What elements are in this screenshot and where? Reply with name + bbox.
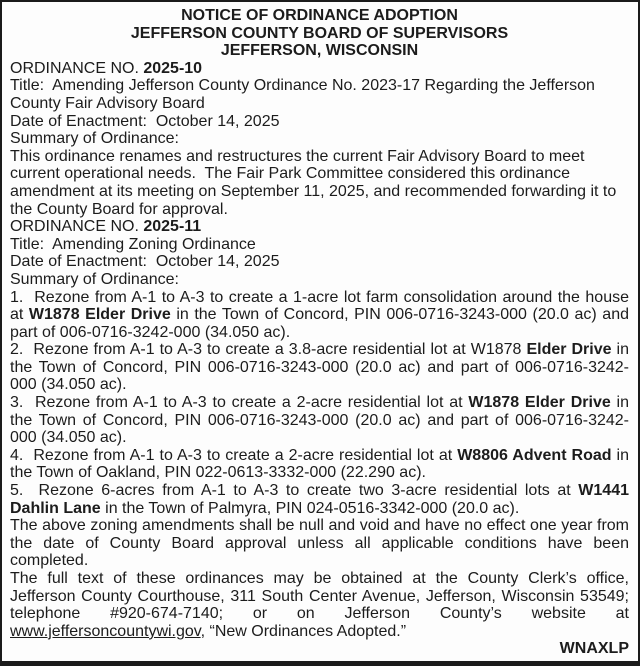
text-run: in the Town of Palmyra, PIN 024-0516-3342-000 (20.0 ac). — [100, 499, 520, 517]
ordinance-2-title — [10, 236, 629, 254]
text-run: 1. Rezone from A-1 to A-3 to create a 1-acre lot farm consolidation around the house at — [10, 288, 629, 324]
rezone-item-4 — [10, 447, 629, 482]
text-run: ORDINANCE NO. — [10, 59, 144, 77]
text-run: Title: Amending Jefferson County Ordinance No. 2023-17 Regarding the Jefferson County Fair Advisory Board — [10, 77, 595, 112]
emphasized-text: Elder Drive — [526, 341, 612, 359]
emphasized-text: 2025-11 — [143, 218, 202, 236]
text-run: Summary of Ordinance: — [10, 130, 179, 148]
text-run: The full text of these ordinances may be obtained at the County Clerk’s office, Jefferson County Courthouse, 311 South Center Avenue, Jefferson, Wisconsin 53549; telephone #920-674-7140; or on Jefferson County’s website at — [10, 570, 629, 623]
text-run: in the Town of Oakland, PIN 022-0613-3332-000 (22.290 ac). — [10, 446, 629, 482]
ordinance-1-title — [10, 77, 629, 112]
emphasized-text: W1878 Elder Drive — [468, 394, 611, 412]
rezone-item-2 — [10, 341, 629, 394]
text-run: Date of Enactment: October 14, 2025 — [10, 112, 280, 130]
text-run: in the Town of Concord, PIN 006-0716-3243-000 (20.0 ac) and part of 006-0716-3242-000 (34.050 ac). — [10, 341, 629, 394]
wnaxlp-tag: WNAXLP — [559, 640, 629, 658]
ordinance-number-2025-10 — [10, 60, 629, 78]
text-run: Summary of Ordinance: — [10, 270, 179, 288]
text-run: This ordinance renames and restructures the current Fair Advisory Board to meet current operational needs. The Fair Park Committee considered this ordinance amendment at its meeting on September 11, 2025, and recommended forwarding it to the County Board for approval. — [10, 147, 617, 218]
ordinance-1-summary-label — [10, 130, 629, 148]
text-run: The above zoning amendments shall be null and void and have no effect one year from the date of County Board approval unless all applicable conditions have been completed. — [10, 517, 629, 570]
notice-title: NOTICE OF ORDINANCE ADOPTION — [181, 7, 458, 24]
text-run: 3. Rezone from A-1 to A-3 to create a 2-acre residential lot at — [10, 394, 469, 412]
ordinance-2-summary-label — [10, 271, 629, 289]
emphasized-text: W1878 Elder Drive — [28, 306, 171, 324]
text-run: 5. Rezone 6-acres from A-1 to A-3 to create two 3-acre residential lots at — [10, 482, 579, 500]
text-run: in the Town of Concord, PIN 006-0716-3243-000 (20.0 ac) and part of 006-0716-3242-000 (34.050 ac). — [10, 394, 630, 447]
notice-body — [10, 60, 629, 641]
full-text-availability-paragraph — [10, 570, 629, 640]
text-run: 4. Rezone from A-1 to A-3 to create a 2-acre residential lot at — [10, 446, 458, 464]
rezone-item-3 — [10, 394, 629, 447]
text-run: 2. Rezone from A-1 to A-3 to create a 3.8-acre residential lot at W1878 — [10, 341, 527, 359]
ordinance-2-enactment-date — [10, 253, 629, 271]
rezone-item-1 — [10, 289, 629, 342]
rezone-item-5 — [10, 482, 629, 517]
text-run: Title: Amending Zoning Ordinance — [10, 235, 256, 253]
website-url-text: www.jeffersoncountywi.gov — [10, 622, 201, 640]
void-conditions-paragraph — [10, 517, 629, 570]
notice-issuer: JEFFERSON COUNTY BOARD OF SUPERVISORS — [130, 24, 509, 42]
text-run: , “New Ordinances Adopted.” — [200, 622, 407, 640]
ordinance-1-enactment-date — [10, 113, 629, 131]
emphasized-text: W1441 Dahlin Lane — [10, 482, 629, 517]
ordinance-1-summary — [10, 148, 629, 218]
ordinance-number-2025-11 — [10, 218, 629, 236]
text-run: Date of Enactment: October 14, 2025 — [10, 253, 280, 271]
notice-location: JEFFERSON, WISCONSIN — [220, 42, 419, 60]
emphasized-text: W8806 Advent Road — [457, 446, 612, 464]
emphasized-text: 2025-10 — [143, 59, 203, 77]
text-run: ORDINANCE NO. — [10, 218, 144, 236]
notice-header — [10, 7, 629, 60]
text-run: in the Town of Concord, PIN 006-0716-3243-000 (20.0 ac) and part of 006-0716-3242-000 (34.050 ac). — [10, 306, 629, 341]
